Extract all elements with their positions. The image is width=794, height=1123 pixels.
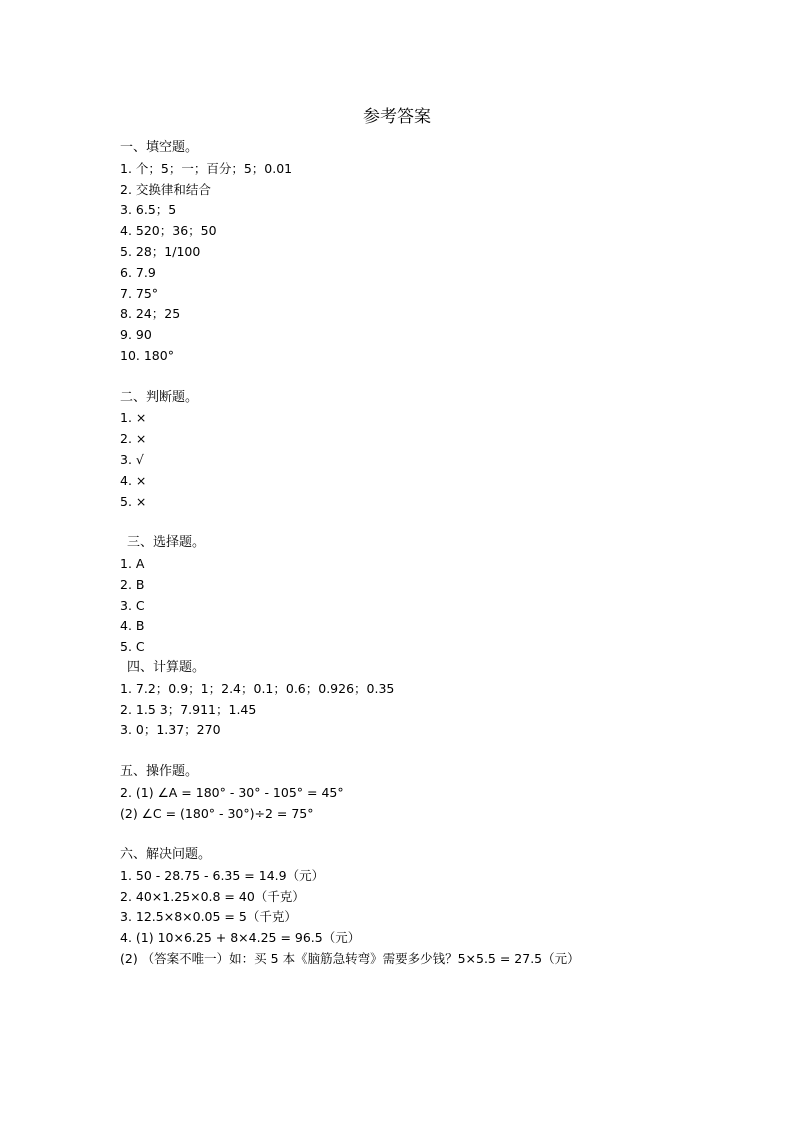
section-heading-problem-solving: 六、解决问题。 [120,847,212,863]
spacer [120,512,760,533]
section-heading-multiple-choice: 三、选择题。 [127,535,206,551]
answer-line: 5. C [120,639,145,655]
answer-line: 6. 7.9 [120,264,156,280]
answer-line: 1. 50 - 28.75 - 6.35 = 14.9（元） [120,867,325,883]
answer-line: 3. √ [120,451,144,467]
answer-line: 3. 0；1.37；270 [120,722,221,738]
answer-line: 2. 1.5 3；7.911；1.45 [120,701,257,717]
answer-line: 3. 6.5；5 [120,202,177,218]
answer-line: 10. 180° [120,347,174,363]
answer-line: 4. 520；36；50 [120,223,217,239]
answer-line: 1. 7.2；0.9；1；2.4；0.1；0.6；0.926；0.35 [120,680,395,696]
answer-line: (2) （答案不唯一）如：买 5 本《脑筋急转弯》需要多少钱？5×5.5 = 27.5（元） [120,951,580,967]
answer-line: 8. 24；25 [120,306,181,322]
answer-line: 9. 90 [120,327,152,343]
answer-line: 4. (1) 10×6.25 + 8×4.25 = 96.5（元） [120,930,361,946]
spacer [120,741,760,762]
answer-content [120,138,760,970]
answer-line: 3. 12.5×8×0.05 = 5（千克） [120,909,297,925]
answer-line: 1. A [120,555,145,571]
section-heading-fill-in: 一、填空题。 [120,140,199,155]
answer-line: 1. × [120,410,147,426]
spacer [120,367,760,388]
answer-line: 2. (1) ∠A = 180° - 30° - 105° = 45° [120,784,344,800]
answer-line: 2. 交换律和结合 [120,181,211,197]
answer-line: 4. × [120,472,147,488]
answer-line: 1. 个；5；一；百分；5；0.01 [120,160,293,176]
answer-line: 7. 75° [120,285,159,301]
answer-line: 5. 28；1/100 [120,243,201,259]
page-title: 参考答案 [363,107,431,127]
section-heading-calculation: 四、计算题。 [127,659,206,675]
answer-line: 2. × [120,431,147,447]
section-heading-true-false: 二、判断题。 [120,389,199,405]
answer-line: (2) ∠C = (180° - 30°)÷2 = 75° [120,805,314,821]
answer-line: 4. B [120,618,145,634]
answer-line: 2. 40×1.25×0.8 = 40（千克） [120,888,305,904]
spacer [120,824,760,845]
answer-line: 5. × [120,493,147,509]
answer-line: 2. B [120,576,145,592]
answer-line: 3. C [120,597,145,613]
section-heading-operation: 五、操作题。 [120,763,199,779]
